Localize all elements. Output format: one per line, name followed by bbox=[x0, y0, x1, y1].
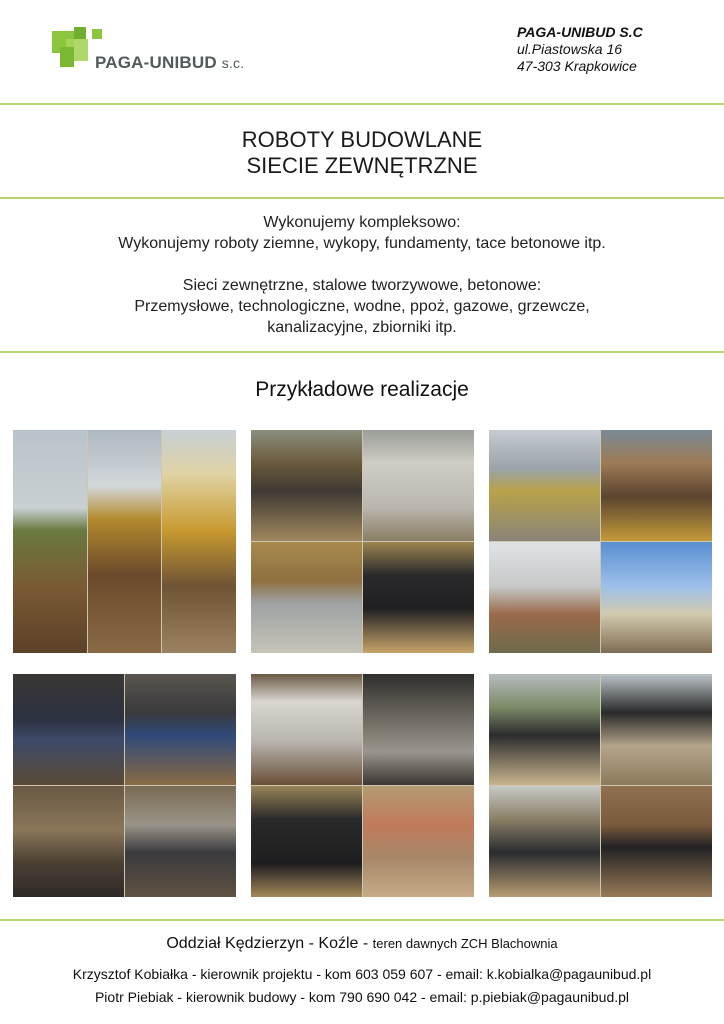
photo-collage bbox=[489, 430, 712, 653]
photo-collage bbox=[13, 430, 236, 653]
intro-line: Przemysłowe, technologiczne, wodne, ppoż, gazowe, grzewcze, bbox=[134, 298, 590, 315]
photo bbox=[601, 674, 712, 785]
photo bbox=[489, 430, 600, 541]
company-name: PAGA-UNIBUD S.C bbox=[517, 24, 643, 40]
photo bbox=[251, 786, 362, 897]
photo bbox=[601, 542, 712, 653]
photo-collage bbox=[13, 674, 236, 897]
photo bbox=[251, 542, 362, 653]
photo bbox=[489, 542, 600, 653]
branch-note: teren dawnych ZCH Blachownia bbox=[372, 936, 558, 951]
contact-line: Piotr Piebiak - kierownik budowy - kom 790 690 042 - email: p.piebiak@pagaunibud.pl bbox=[94, 989, 630, 1005]
photo bbox=[125, 786, 236, 897]
logo-wordmark: PAGA-UNIBUD s.c. bbox=[95, 53, 245, 72]
photo bbox=[13, 674, 124, 785]
photo bbox=[489, 786, 600, 897]
gallery-title: Przykładowe realizacje bbox=[255, 378, 469, 401]
photo bbox=[125, 674, 236, 785]
photo bbox=[13, 786, 124, 897]
intro-line: Wykonujemy kompleksowo: bbox=[263, 214, 461, 231]
photo bbox=[363, 674, 474, 785]
photo-collage bbox=[251, 430, 474, 653]
main-title-line2: SIECIE ZEWNĘTRZNE bbox=[246, 153, 478, 178]
photo bbox=[251, 674, 362, 785]
main-title-line1: ROBOTY BUDOWLANE bbox=[241, 127, 483, 152]
photo bbox=[489, 674, 600, 785]
company-address bbox=[517, 24, 643, 75]
branch-info bbox=[0, 935, 724, 953]
photo bbox=[363, 542, 474, 653]
intro-line: Sieci zewnętrzne, stalowe tworzywowe, betonowe: bbox=[182, 277, 542, 294]
intro-line: kanalizacyjne, zbiorniki itp. bbox=[267, 319, 457, 336]
photo bbox=[363, 430, 474, 541]
divider bbox=[0, 197, 724, 199]
divider bbox=[0, 351, 724, 353]
company-street: ul.Piastowska 16 bbox=[517, 41, 623, 57]
branch-name: Oddział Kędzierzyn - Koźle - bbox=[166, 935, 369, 952]
divider bbox=[0, 919, 724, 921]
photo bbox=[601, 786, 712, 897]
contact-line: Krzysztof Kobiałka - kierownik projektu - kom 603 059 607 - email: k.kobialka@pagaunibud.pl bbox=[72, 966, 652, 982]
photo bbox=[13, 430, 87, 653]
divider bbox=[0, 103, 724, 105]
photo-collage bbox=[489, 674, 712, 897]
photo bbox=[162, 430, 236, 653]
photo bbox=[251, 430, 362, 541]
company-city: 47-303 Krapkowice bbox=[517, 58, 637, 74]
photo-collage bbox=[251, 674, 474, 897]
intro-line: Wykonujemy roboty ziemne, wykopy, fundamenty, tace betonowe itp. bbox=[118, 235, 606, 252]
photo bbox=[88, 430, 161, 653]
photo bbox=[363, 786, 474, 897]
photo bbox=[601, 430, 712, 541]
